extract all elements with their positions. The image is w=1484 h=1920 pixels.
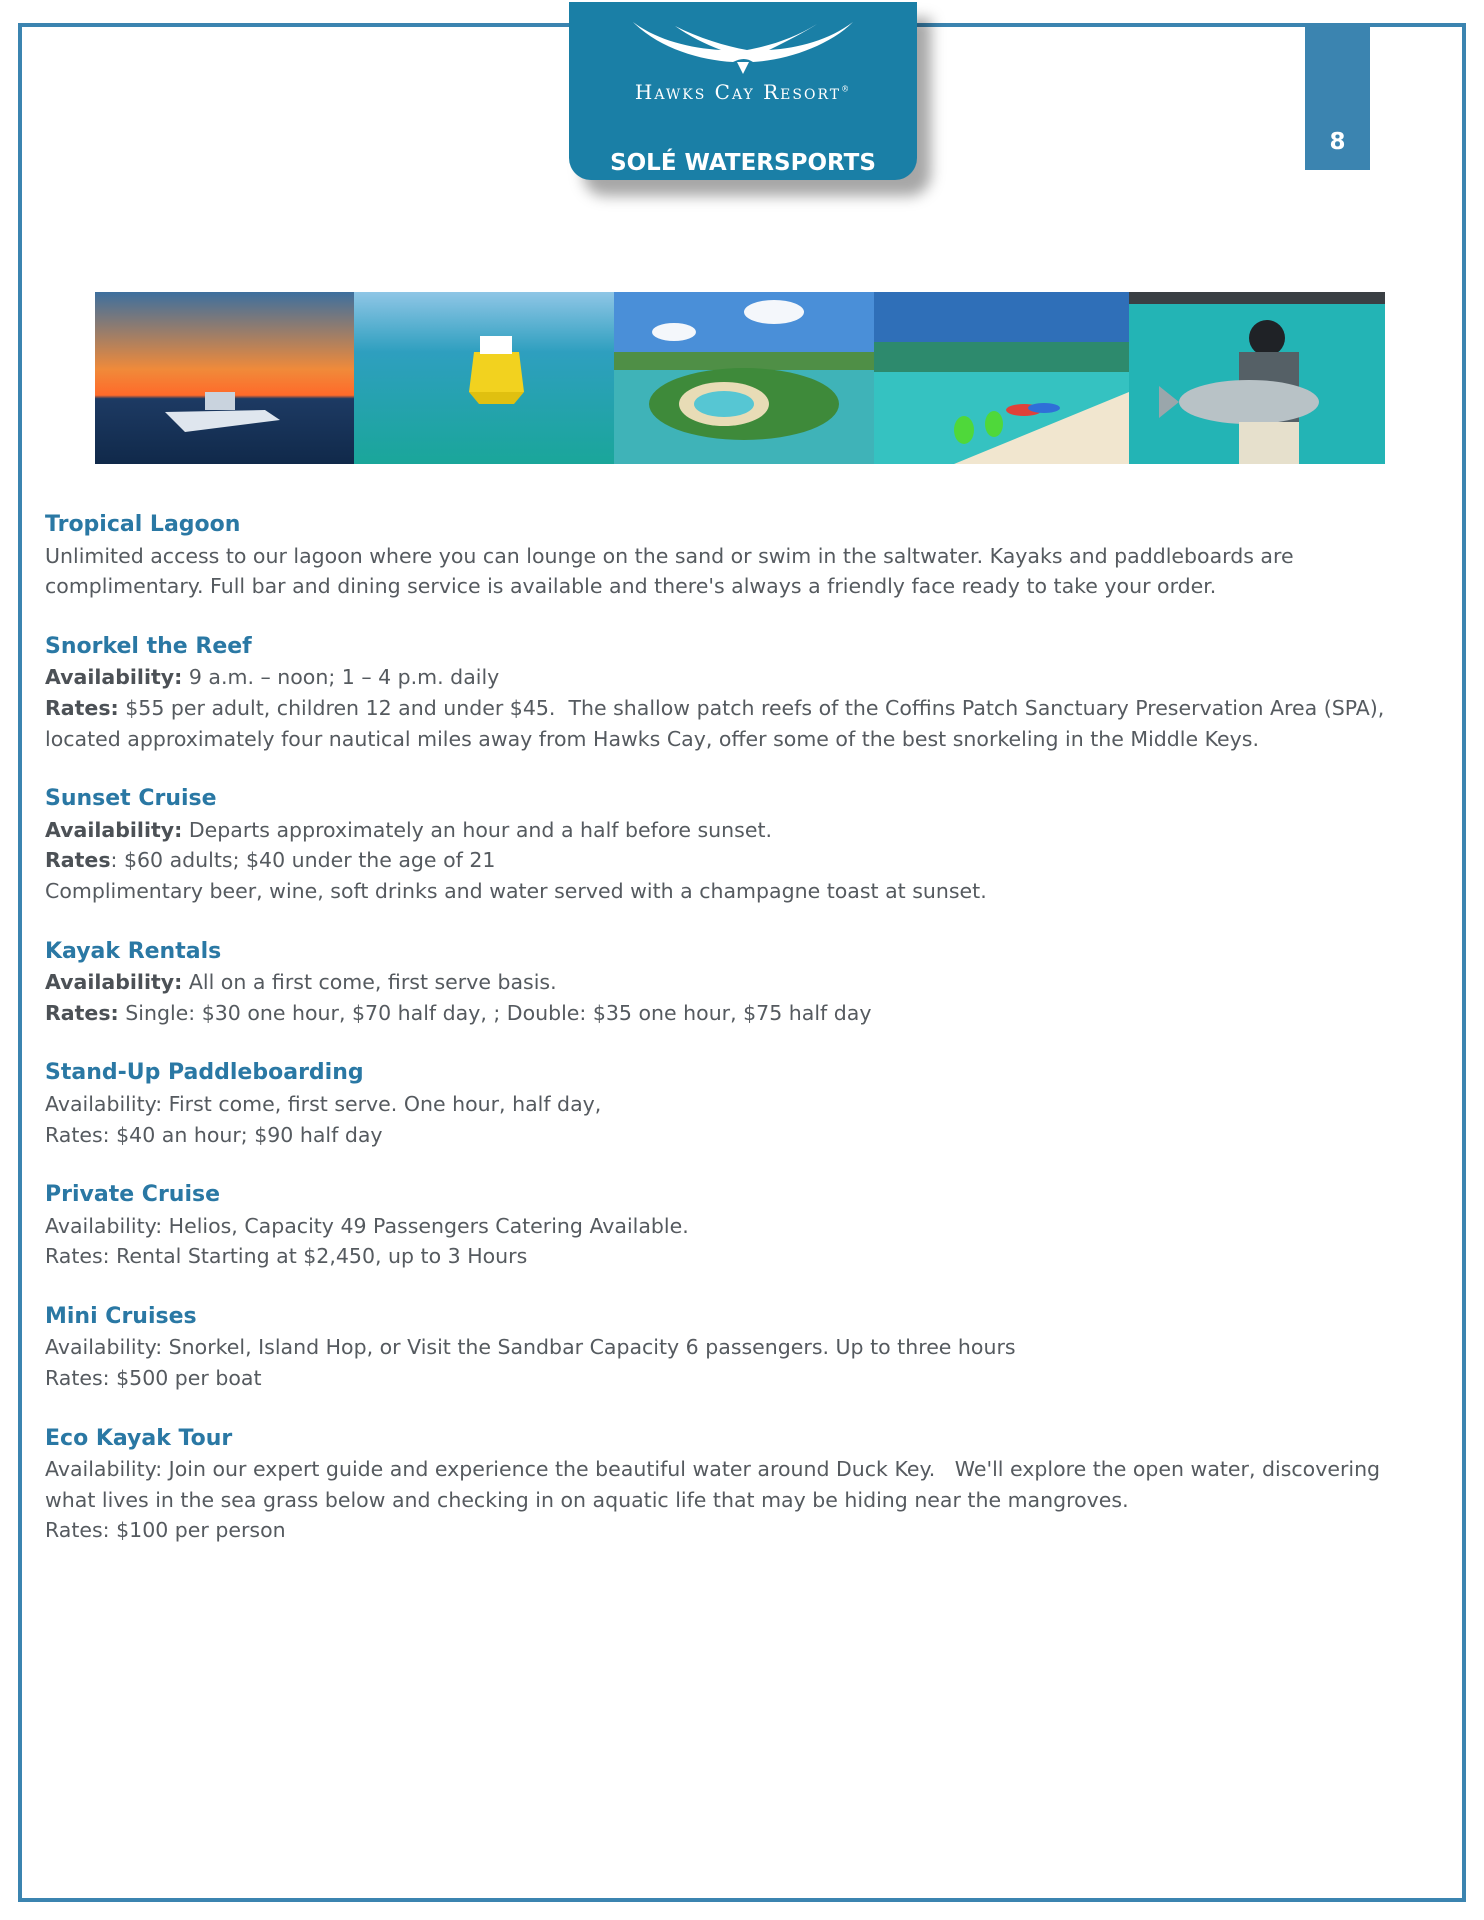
lagoon-aerial-photo [614, 292, 874, 464]
activity-detail-line [45, 1363, 1415, 1394]
activity-detail-line [45, 662, 1415, 693]
activity-detail-line [45, 815, 1415, 846]
header-tab [569, 2, 917, 180]
activity-detail-line [45, 998, 1415, 1029]
activity-section [45, 1058, 1415, 1150]
detail-label: Rates: [45, 1000, 119, 1025]
angler-fish-photo [1129, 292, 1385, 464]
activity-detail-line [45, 1332, 1415, 1363]
photo-banner [95, 292, 1385, 464]
activity-detail-line [45, 1089, 1415, 1120]
detail-text: Availability: Join our expert guide and experience the beautiful water around Duck Key. We'll explore the open water, discovering what lives in the sea grass below and checking in on aquatic life that may be hiding near the mangroves. [45, 1457, 1387, 1512]
detail-text: $55 per adult, children 12 and under $45. The shallow patch reefs of the Coffins Patch Sanctuary Preservation Area (SPA), located approximately four nautical miles away from Hawks Cay, offer some of the best snorkeling in the Middle Keys. [45, 695, 1391, 751]
detail-text: Single: $30 one hour, $70 half day, ; Double: $35 one hour, $75 half day [118, 1000, 872, 1025]
activity-detail-line [45, 1241, 1415, 1272]
activity-section [45, 937, 1415, 1029]
detail-label: Rates: [45, 695, 119, 720]
detail-text: Rates: Rental Starting at $2,450, up to 3 Hours [45, 1244, 528, 1269]
detail-label: Rates [45, 848, 111, 873]
activity-heading: Snorkel the Reef [45, 633, 252, 659]
activity-section [45, 1302, 1415, 1394]
activity-detail-line [45, 541, 1415, 602]
detail-text: All on a first come, first serve basis. [182, 970, 557, 995]
activity-heading: Eco Kayak Tour [45, 1425, 233, 1451]
activity-detail-line [45, 1211, 1415, 1242]
activity-detail-line [45, 1120, 1415, 1151]
activity-detail-line [45, 967, 1415, 998]
activity-detail-line [45, 876, 1415, 907]
detail-label: Availability: [45, 970, 183, 995]
detail-text: Complimentary beer, wine, soft drinks and water served with a champagne toast at sunset. [45, 878, 987, 903]
detail-label: Availability: [45, 817, 183, 842]
detail-text: Rates: $500 per boat [45, 1366, 262, 1391]
activity-section [45, 784, 1415, 906]
activity-detail-line [45, 845, 1415, 876]
detail-text: 9 a.m. – noon; 1 – 4 p.m. daily [182, 665, 500, 690]
detail-text: Departs approximately an hour and a half before sunset. [182, 817, 773, 842]
detail-label: Availability: [45, 665, 183, 690]
detail-text: Availability: Snorkel, Island Hop, or Visit the Sandbar Capacity 6 passengers. Up to three hours [45, 1335, 1016, 1360]
boat-sunset-photo [95, 292, 354, 464]
detail-text: Rates: $100 per person [45, 1518, 286, 1543]
detail-text: Rates: $40 an hour; $90 half day [45, 1122, 383, 1147]
beach-kayaks-photo [874, 292, 1129, 464]
activity-detail-line [45, 1515, 1415, 1546]
activity-list [45, 510, 1415, 1576]
activity-section [45, 1424, 1415, 1546]
activity-heading: Private Cruise [45, 1182, 221, 1208]
activity-section [45, 632, 1415, 754]
activity-section [45, 510, 1415, 602]
activity-heading: Tropical Lagoon [45, 512, 241, 537]
brand-name: Hawks Cay Resort® [634, 80, 852, 104]
activity-heading: Mini Cruises [45, 1303, 197, 1329]
activity-heading: Sunset Cruise [45, 786, 217, 812]
detail-text: Unlimited access to our lagoon where you can lounge on the sand or swim in the saltwater. Kayaks and paddleboards are complimentary. Full bar and dining service is available and there's always a friendly face ready to take your order. [45, 543, 1301, 599]
activity-detail-line [45, 693, 1415, 754]
hawk-logo-icon [629, 18, 857, 76]
detail-text: : $60 adults; $40 under the age of 21 [110, 848, 496, 873]
activity-heading: Stand-Up Paddleboarding [45, 1060, 364, 1086]
activity-detail-line [45, 1454, 1415, 1515]
activity-section [45, 1180, 1415, 1272]
detail-text: Availability: Helios, Capacity 49 Passengers Catering Available. [45, 1213, 689, 1238]
detail-text: Availability: First come, first serve. One hour, half day, [45, 1091, 602, 1116]
page-title: SOLÉ WATERSPORTS [610, 150, 876, 176]
snorkel-boat-photo [354, 292, 614, 464]
activity-heading: Kayak Rentals [45, 938, 222, 964]
page-number: 8 [1305, 27, 1370, 170]
